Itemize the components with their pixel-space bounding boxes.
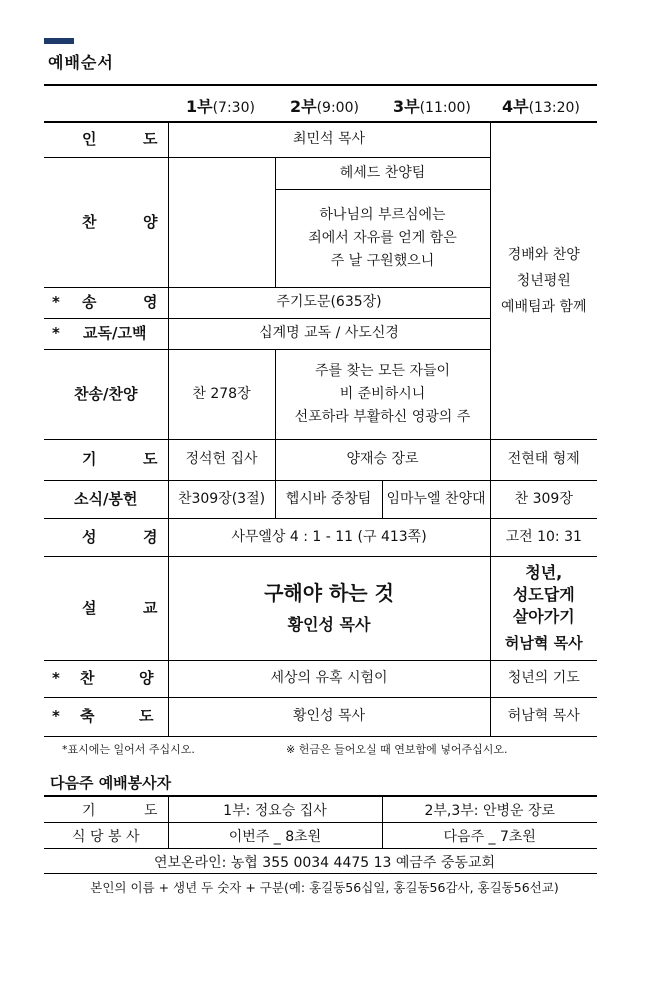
next-week-table bbox=[44, 795, 597, 849]
row-sermon bbox=[44, 556, 597, 660]
depositor-name-note: 본인의 이름 + 생년 두 숫자 + 구분(예: 홍길동56십일, 홍길동56감사, 홍길동56선교) bbox=[90, 880, 559, 895]
offering-part3: 임마누엘 찬양대 bbox=[382, 480, 490, 518]
praise-team: 헤세드 찬양팀 bbox=[275, 157, 490, 189]
part-3-header: 3부(11:00) bbox=[393, 97, 471, 116]
standing-note: *표시에는 일어서 주십시오. bbox=[62, 743, 195, 756]
offering-part4: 찬 309장 bbox=[490, 480, 597, 518]
creed-value: 십계명 교독 / 사도신경 bbox=[168, 318, 490, 349]
next-week-prayer-1: 1부: 정요승 집사 bbox=[168, 796, 382, 823]
header-accent-bar bbox=[44, 38, 74, 44]
label-hymn: 찬송/찬양 bbox=[44, 349, 168, 439]
part-4-header: 4부(13:20) bbox=[502, 97, 580, 116]
label-scripture: 성 경 bbox=[44, 518, 168, 556]
part-1-header: 1부(7:30) bbox=[186, 97, 255, 116]
label-benediction: * 축 도 bbox=[44, 697, 168, 736]
closing-praise-part4: 청년의 기도 bbox=[490, 660, 597, 697]
label-praise: 찬 양 bbox=[44, 157, 168, 287]
bank-info: 연보온라인: 농협 355 0034 4475 13 예금주 중동교회 bbox=[154, 855, 495, 871]
label-recitation: * 송 영 bbox=[44, 287, 168, 318]
praise-lyrics: 하나님의 부르심에는 죄에서 자유를 얻게 함은 주 날 구원했으니 bbox=[275, 189, 490, 287]
next-week-prayer-23: 2부,3부: 안병운 장로 bbox=[382, 796, 597, 823]
prayer-part4: 전현태 형제 bbox=[490, 439, 597, 480]
prayer-part1: 정석헌 집사 bbox=[168, 439, 275, 480]
part4-praise: 경배와 찬양 청년평원 예배팀과 함께 bbox=[490, 122, 597, 439]
next-week-kitchen-label: 식 당 봉 사 bbox=[44, 823, 168, 849]
scripture-value: 사무엘상 4 : 1 - 11 (구 413쪽) bbox=[168, 518, 490, 556]
next-week-prayer-label: 기 도 bbox=[44, 796, 168, 823]
row-prayer bbox=[44, 439, 597, 480]
row-invocation bbox=[44, 122, 597, 157]
next-week-title: 다음주 예배봉사자 bbox=[50, 774, 172, 792]
offering-part1: 찬309장(3절) bbox=[168, 480, 275, 518]
benediction-value: 황인성 목사 bbox=[168, 697, 490, 736]
part-2-header: 2부(9:00) bbox=[290, 97, 359, 116]
label-prayer: 기 도 bbox=[44, 439, 168, 480]
offering-part2: 헵시바 중창팀 bbox=[275, 480, 382, 518]
row-closing-praise bbox=[44, 660, 597, 697]
prayer-part23: 양재승 장로 bbox=[275, 439, 490, 480]
worship-order-table bbox=[44, 121, 597, 737]
praise-empty-cell bbox=[168, 157, 275, 287]
next-week-kitchen-this: 이번주 _ 8초원 bbox=[168, 823, 382, 849]
offering-note: ※ 헌금은 들어오실 때 연보함에 넣어주십시오. bbox=[286, 743, 508, 756]
label-offering: 소식/봉헌 bbox=[44, 480, 168, 518]
invocation-value: 최민석 목사 bbox=[168, 122, 490, 157]
next-week-kitchen-next: 다음주 _ 7초원 bbox=[382, 823, 597, 849]
row-benediction bbox=[44, 697, 597, 736]
sermon-main bbox=[168, 556, 490, 660]
closing-praise-value: 세상의 유혹 시험이 bbox=[168, 660, 490, 697]
row-scripture bbox=[44, 518, 597, 556]
scripture-part4: 고전 10: 31 bbox=[490, 518, 597, 556]
next-week-kitchen-row bbox=[44, 823, 597, 849]
next-week-prayer-row bbox=[44, 796, 597, 823]
page-title: 예배순서 bbox=[48, 53, 114, 72]
sermon-title: 구해야 하는 것 bbox=[264, 581, 394, 605]
hymn-number: 찬 278장 bbox=[168, 349, 275, 439]
label-sermon: 설 교 bbox=[44, 556, 168, 660]
bank-rule bbox=[44, 873, 597, 874]
sermon-part4: 청년, 성도답게 살아가기 허남혁 목사 bbox=[490, 556, 597, 660]
label-invocation: 인 도 bbox=[44, 122, 168, 157]
label-closing-praise: * 찬 양 bbox=[44, 660, 168, 697]
label-creed: * 교독/고백 bbox=[44, 318, 168, 349]
recitation-value: 주기도문(635장) bbox=[168, 287, 490, 318]
top-rule bbox=[44, 84, 597, 86]
benediction-part4: 허남혁 목사 bbox=[490, 697, 597, 736]
row-offering bbox=[44, 480, 597, 518]
sermon-preacher: 황인성 목사 bbox=[287, 615, 371, 634]
hymn-lyrics: 주를 찾는 모든 자들이 비 준비하시니 선포하라 부활하신 영광의 주 bbox=[275, 349, 490, 439]
